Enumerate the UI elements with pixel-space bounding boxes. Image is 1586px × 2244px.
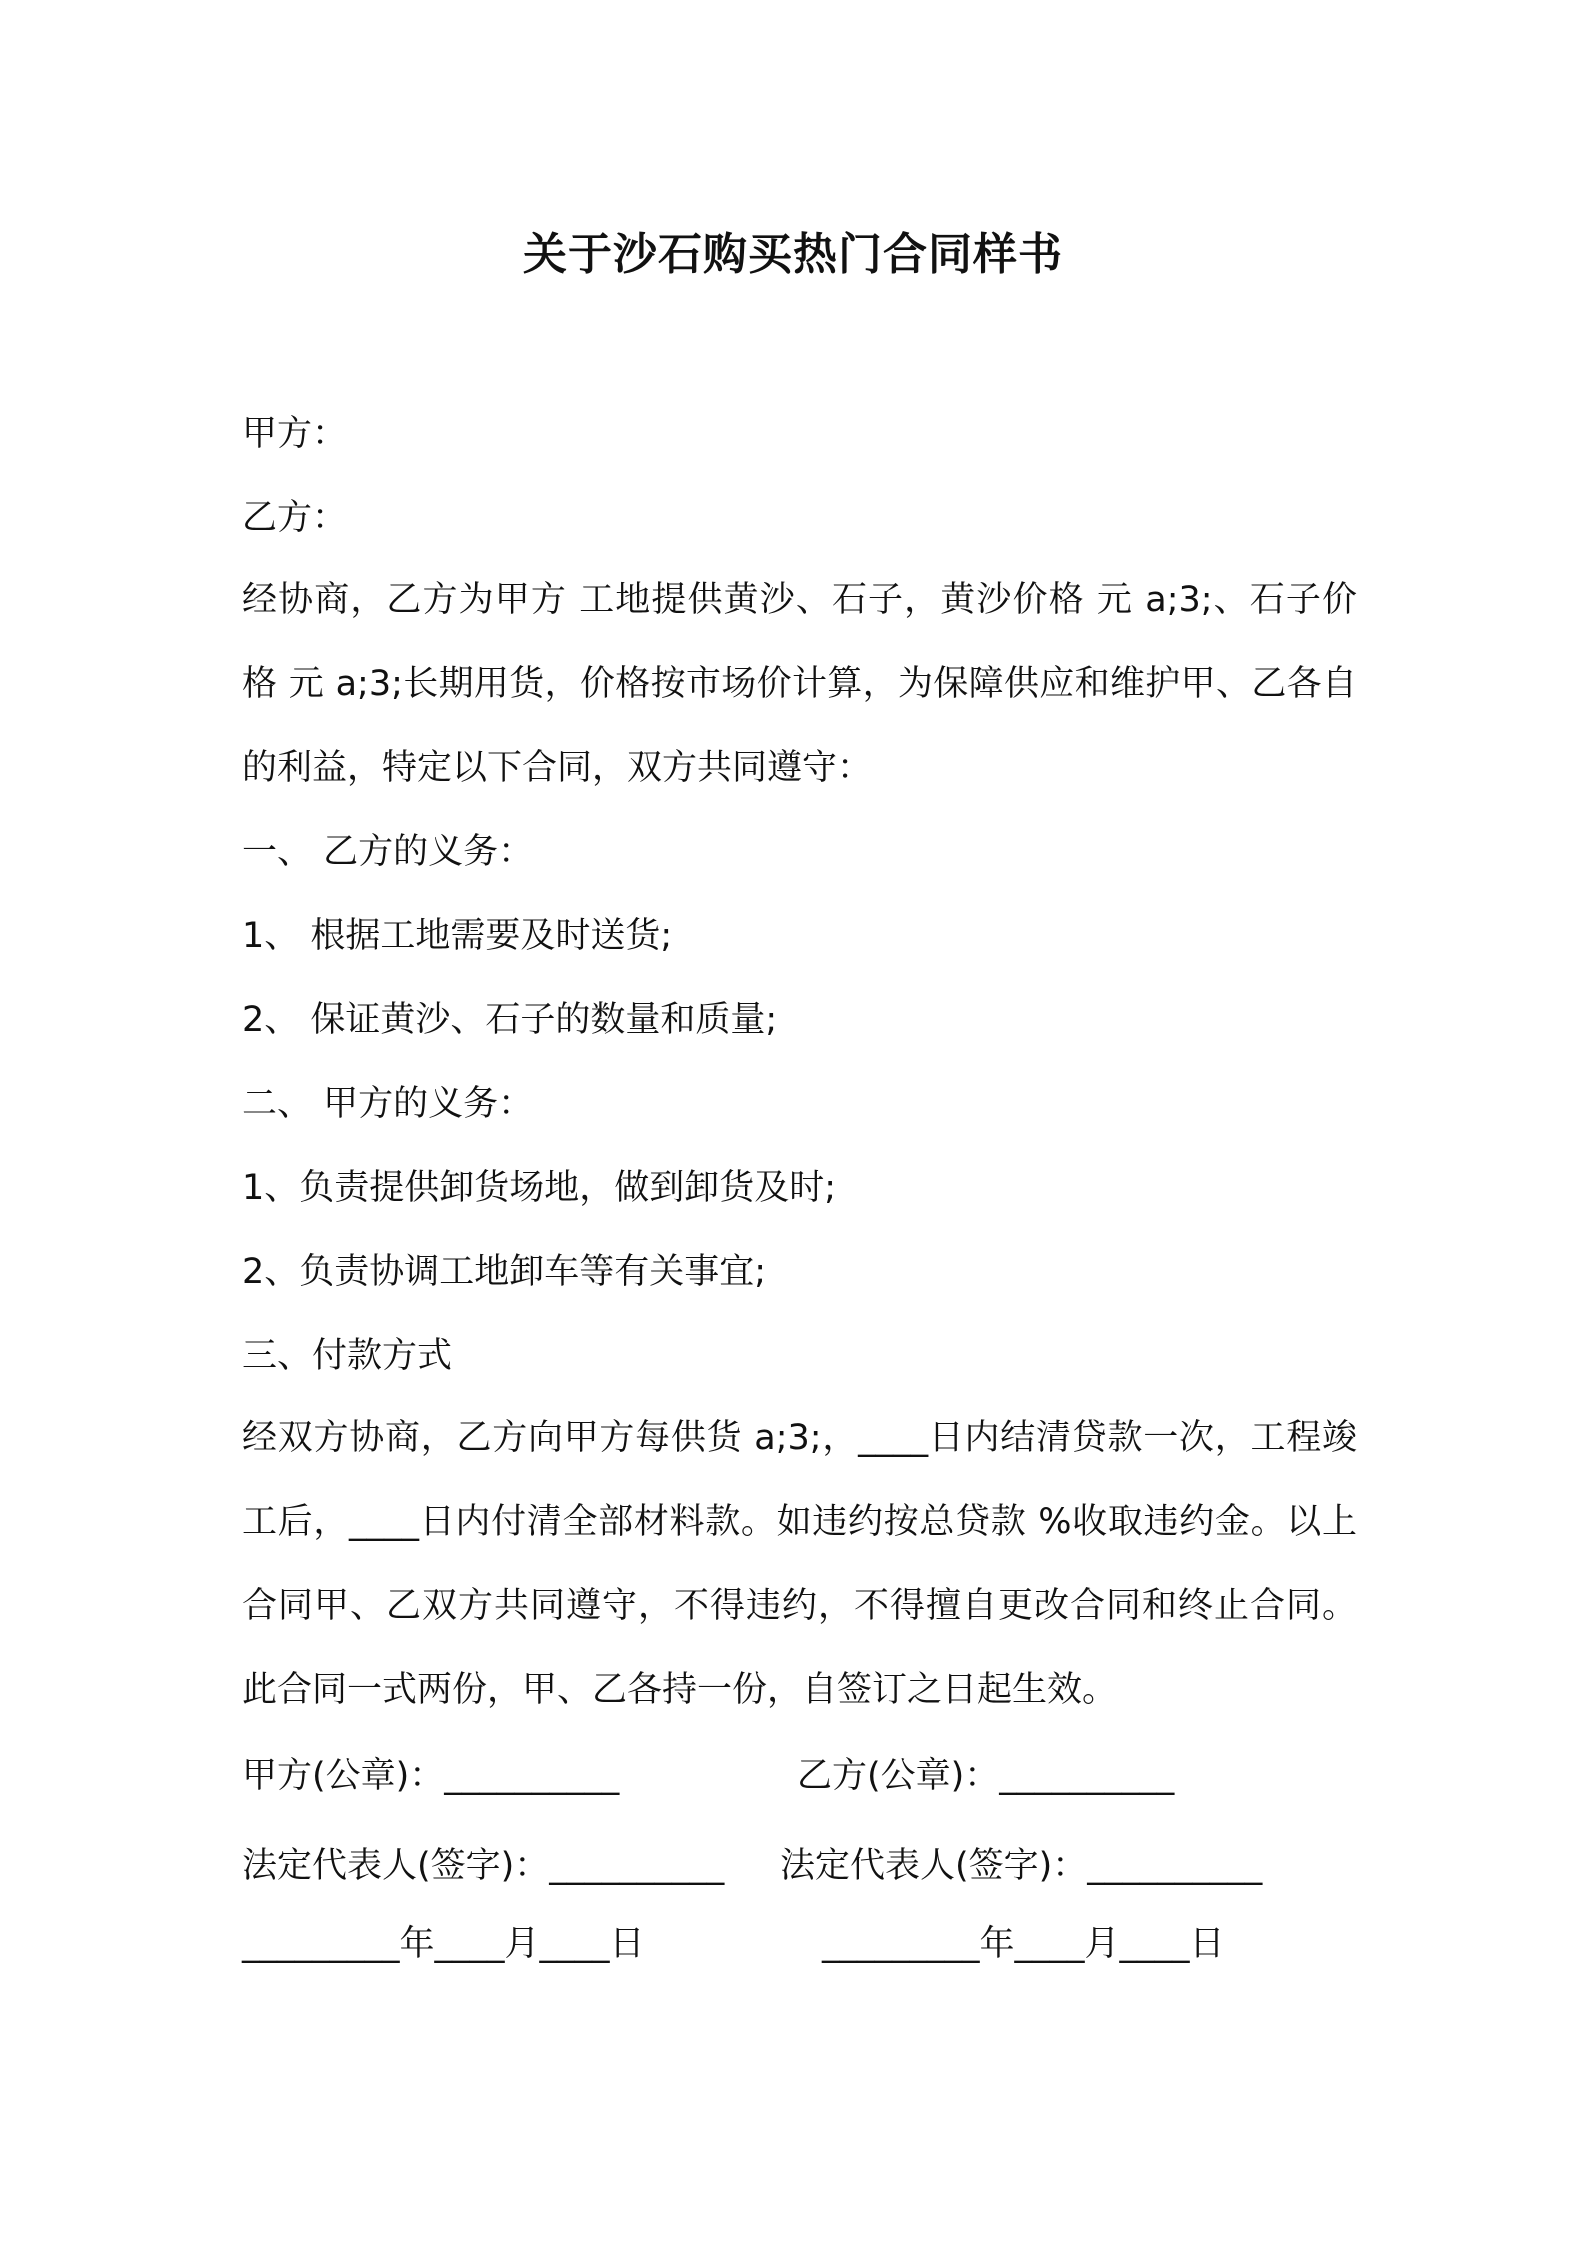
party-a-label: 甲方： xyxy=(242,414,348,454)
document-title: 关于沙石购买热门合同样书 xyxy=(523,229,1063,280)
party-a-seal-line: 甲方(公章)：__________ xyxy=(242,1756,620,1796)
party-a-representative-line: 法定代表人(签字)：__________ xyxy=(242,1846,725,1886)
section-2-item-1: 1、负责提供卸货场地，做到卸货及时; xyxy=(242,1168,837,1208)
section-2-item-2: 2、负责协调工地卸车等有关事宜; xyxy=(242,1252,767,1292)
section-2-heading: 二、 甲方的义务： xyxy=(242,1084,534,1124)
intro-paragraph: 经协商，乙方为甲方 工地提供黄沙、石子，黄沙价格 元 a;3;、石子价格 元 a;3;长期用货，价格按市场价计算，为保障供应和维护甲、乙各自的利益，特定以下合同，双方共同遵守： xyxy=(242,580,1357,788)
section-1-item-2: 2、 保证黄沙、石子的数量和质量; xyxy=(242,1000,778,1040)
party-b-seal-line: 乙方(公章)：__________ xyxy=(797,1756,1175,1796)
party-b-representative-line: 法定代表人(签字)：__________ xyxy=(780,1846,1263,1886)
party-a-date-line: _________年____月____日 xyxy=(242,1924,645,1964)
party-b-label: 乙方： xyxy=(242,498,348,538)
section-1-item-1: 1、 根据工地需要及时送货; xyxy=(242,916,673,956)
party-b-date-line: _________年____月____日 xyxy=(822,1924,1225,1964)
payment-paragraph: 经双方协商，乙方向甲方每供货 a;3;，____日内结清贷款一次，工程竣工后，____日内付清全部材料款。如违约按总贷款 %收取违约金。以上合同甲、乙双方共同遵守，不得违约，不得擅自更改合同和终止合同。此合同一式两份，甲、乙各持一份，自签订之日起生效。 xyxy=(242,1418,1357,1710)
section-3-heading: 三、付款方式 xyxy=(242,1336,453,1376)
section-1-heading: 一、 乙方的义务： xyxy=(242,832,534,872)
